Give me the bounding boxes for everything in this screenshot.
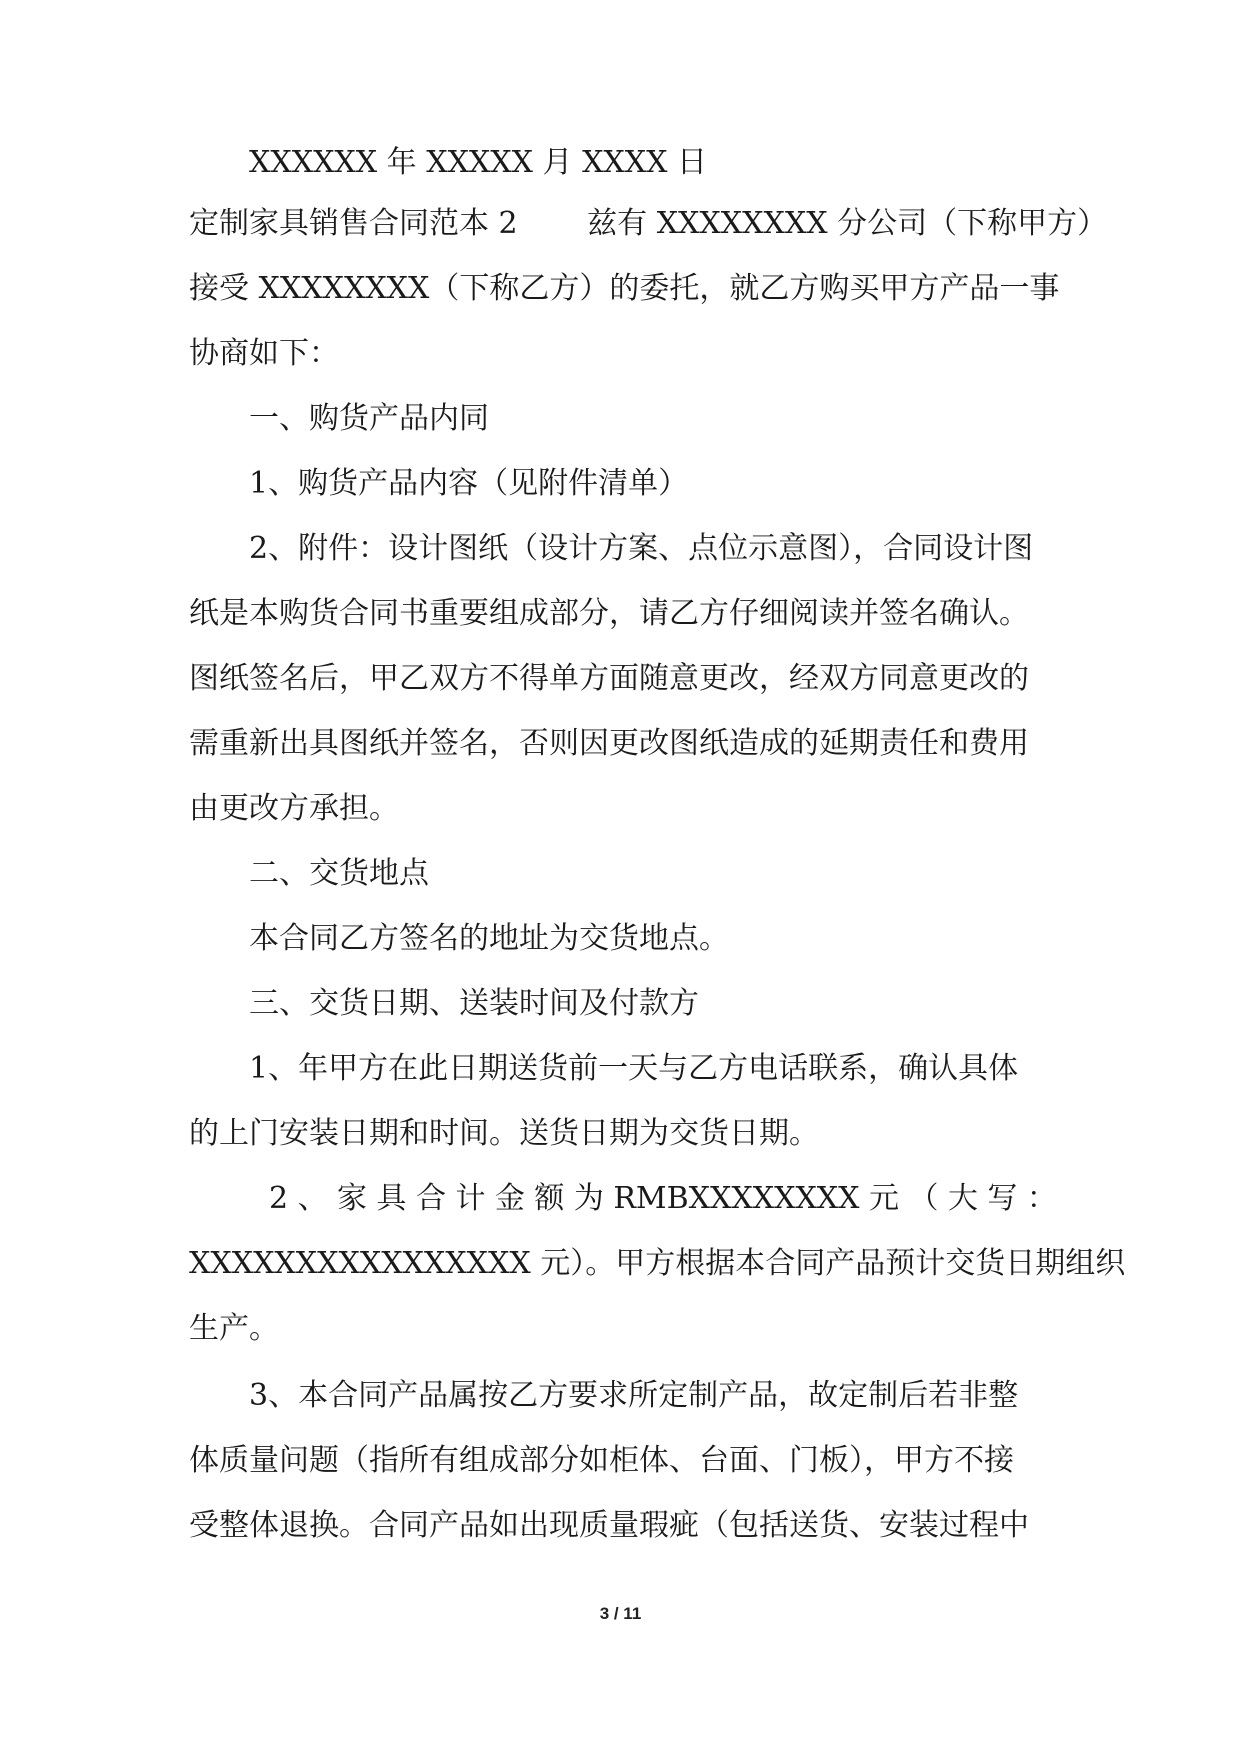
spaced-token: 计	[455, 1181, 486, 1216]
spaced-token: 具	[376, 1181, 407, 1216]
text-line-1: 定制家具销售合同范本 2 兹有 XXXXXXXX 分公司（下称甲方）	[189, 206, 1108, 241]
page-number: 3 / 11	[599, 1604, 642, 1623]
text-line-14: 1、年甲方在此日期送货前一天与乙方电话联系，确认具体	[249, 1051, 1019, 1086]
spaced-token: RMBXXXXXXXX	[613, 1181, 860, 1216]
spaced-token: 大	[947, 1181, 978, 1216]
text-line-6: 2、附件：设计图纸（设计方案、点位示意图），合同设计图	[249, 531, 1034, 566]
spaced-token: 家	[337, 1181, 368, 1216]
spaced-amount-line	[189, 1166, 1057, 1231]
spaced-token: 金	[494, 1181, 525, 1216]
text-line-9: 需重新出具图纸并签名，否则因更改图纸造成的延期责任和费用	[189, 726, 1029, 761]
spaced-token: 写	[987, 1181, 1018, 1216]
text-line-20: 体质量问题（指所有组成部分如柜体、台面、门板），甲方不接	[189, 1443, 1014, 1478]
text-line-8: 图纸签名后，甲乙双方不得单方面随意更改，经双方同意更改的	[189, 661, 1029, 696]
text-line-2: 接受 XXXXXXXX（下称乙方）的委托，就乙方购买甲方产品一事	[189, 271, 1060, 306]
document-body	[189, 130, 1057, 195]
spaced-token: （	[908, 1181, 939, 1216]
text-line-3: 协商如下：	[189, 336, 339, 371]
date-line: XXXXXX 年 XXXXX 月 XXXX 日	[249, 145, 708, 180]
text-line-12: 本合同乙方签名的地址为交货地点。	[249, 921, 729, 956]
spaced-token: 合	[415, 1181, 446, 1216]
spaced-token: 、	[297, 1181, 328, 1216]
text-line-10: 由更改方承担。	[189, 791, 399, 826]
section-heading-2: 二、交货地点	[249, 856, 429, 891]
spaced-token: 2	[269, 1181, 289, 1216]
spaced-token: 元	[869, 1181, 899, 1216]
text-line-19: 3、本合同产品属按乙方要求所定制产品，故定制后若非整	[249, 1378, 1019, 1413]
spaced-token: ：	[1026, 1181, 1057, 1216]
spaced-token: 为	[573, 1181, 604, 1216]
section-heading-1: 一、购货产品内同	[249, 401, 489, 436]
text-line-5: 1、购货产品内容（见附件清单）	[249, 466, 689, 501]
text-line-15: 的上门安装日期和时间。送货日期为交货日期。	[189, 1116, 819, 1151]
spaced-token: 额	[534, 1181, 565, 1216]
text-line-7: 纸是本购货合同书重要组成部分，请乙方仔细阅读并签名确认。	[189, 596, 1029, 631]
contract-text	[189, 191, 1126, 1558]
text-line-17: XXXXXXXXXXXXXXXX 元）。甲方根据本合同产品预计交货日期组织	[189, 1246, 1126, 1281]
text-line-21: 受整体退换。合同产品如出现质量瑕疵（包括送货、安装过程中	[189, 1508, 1029, 1543]
section-heading-3: 三、交货日期、送装时间及付款方	[249, 986, 699, 1021]
text-line-18: 生产。	[189, 1311, 279, 1346]
